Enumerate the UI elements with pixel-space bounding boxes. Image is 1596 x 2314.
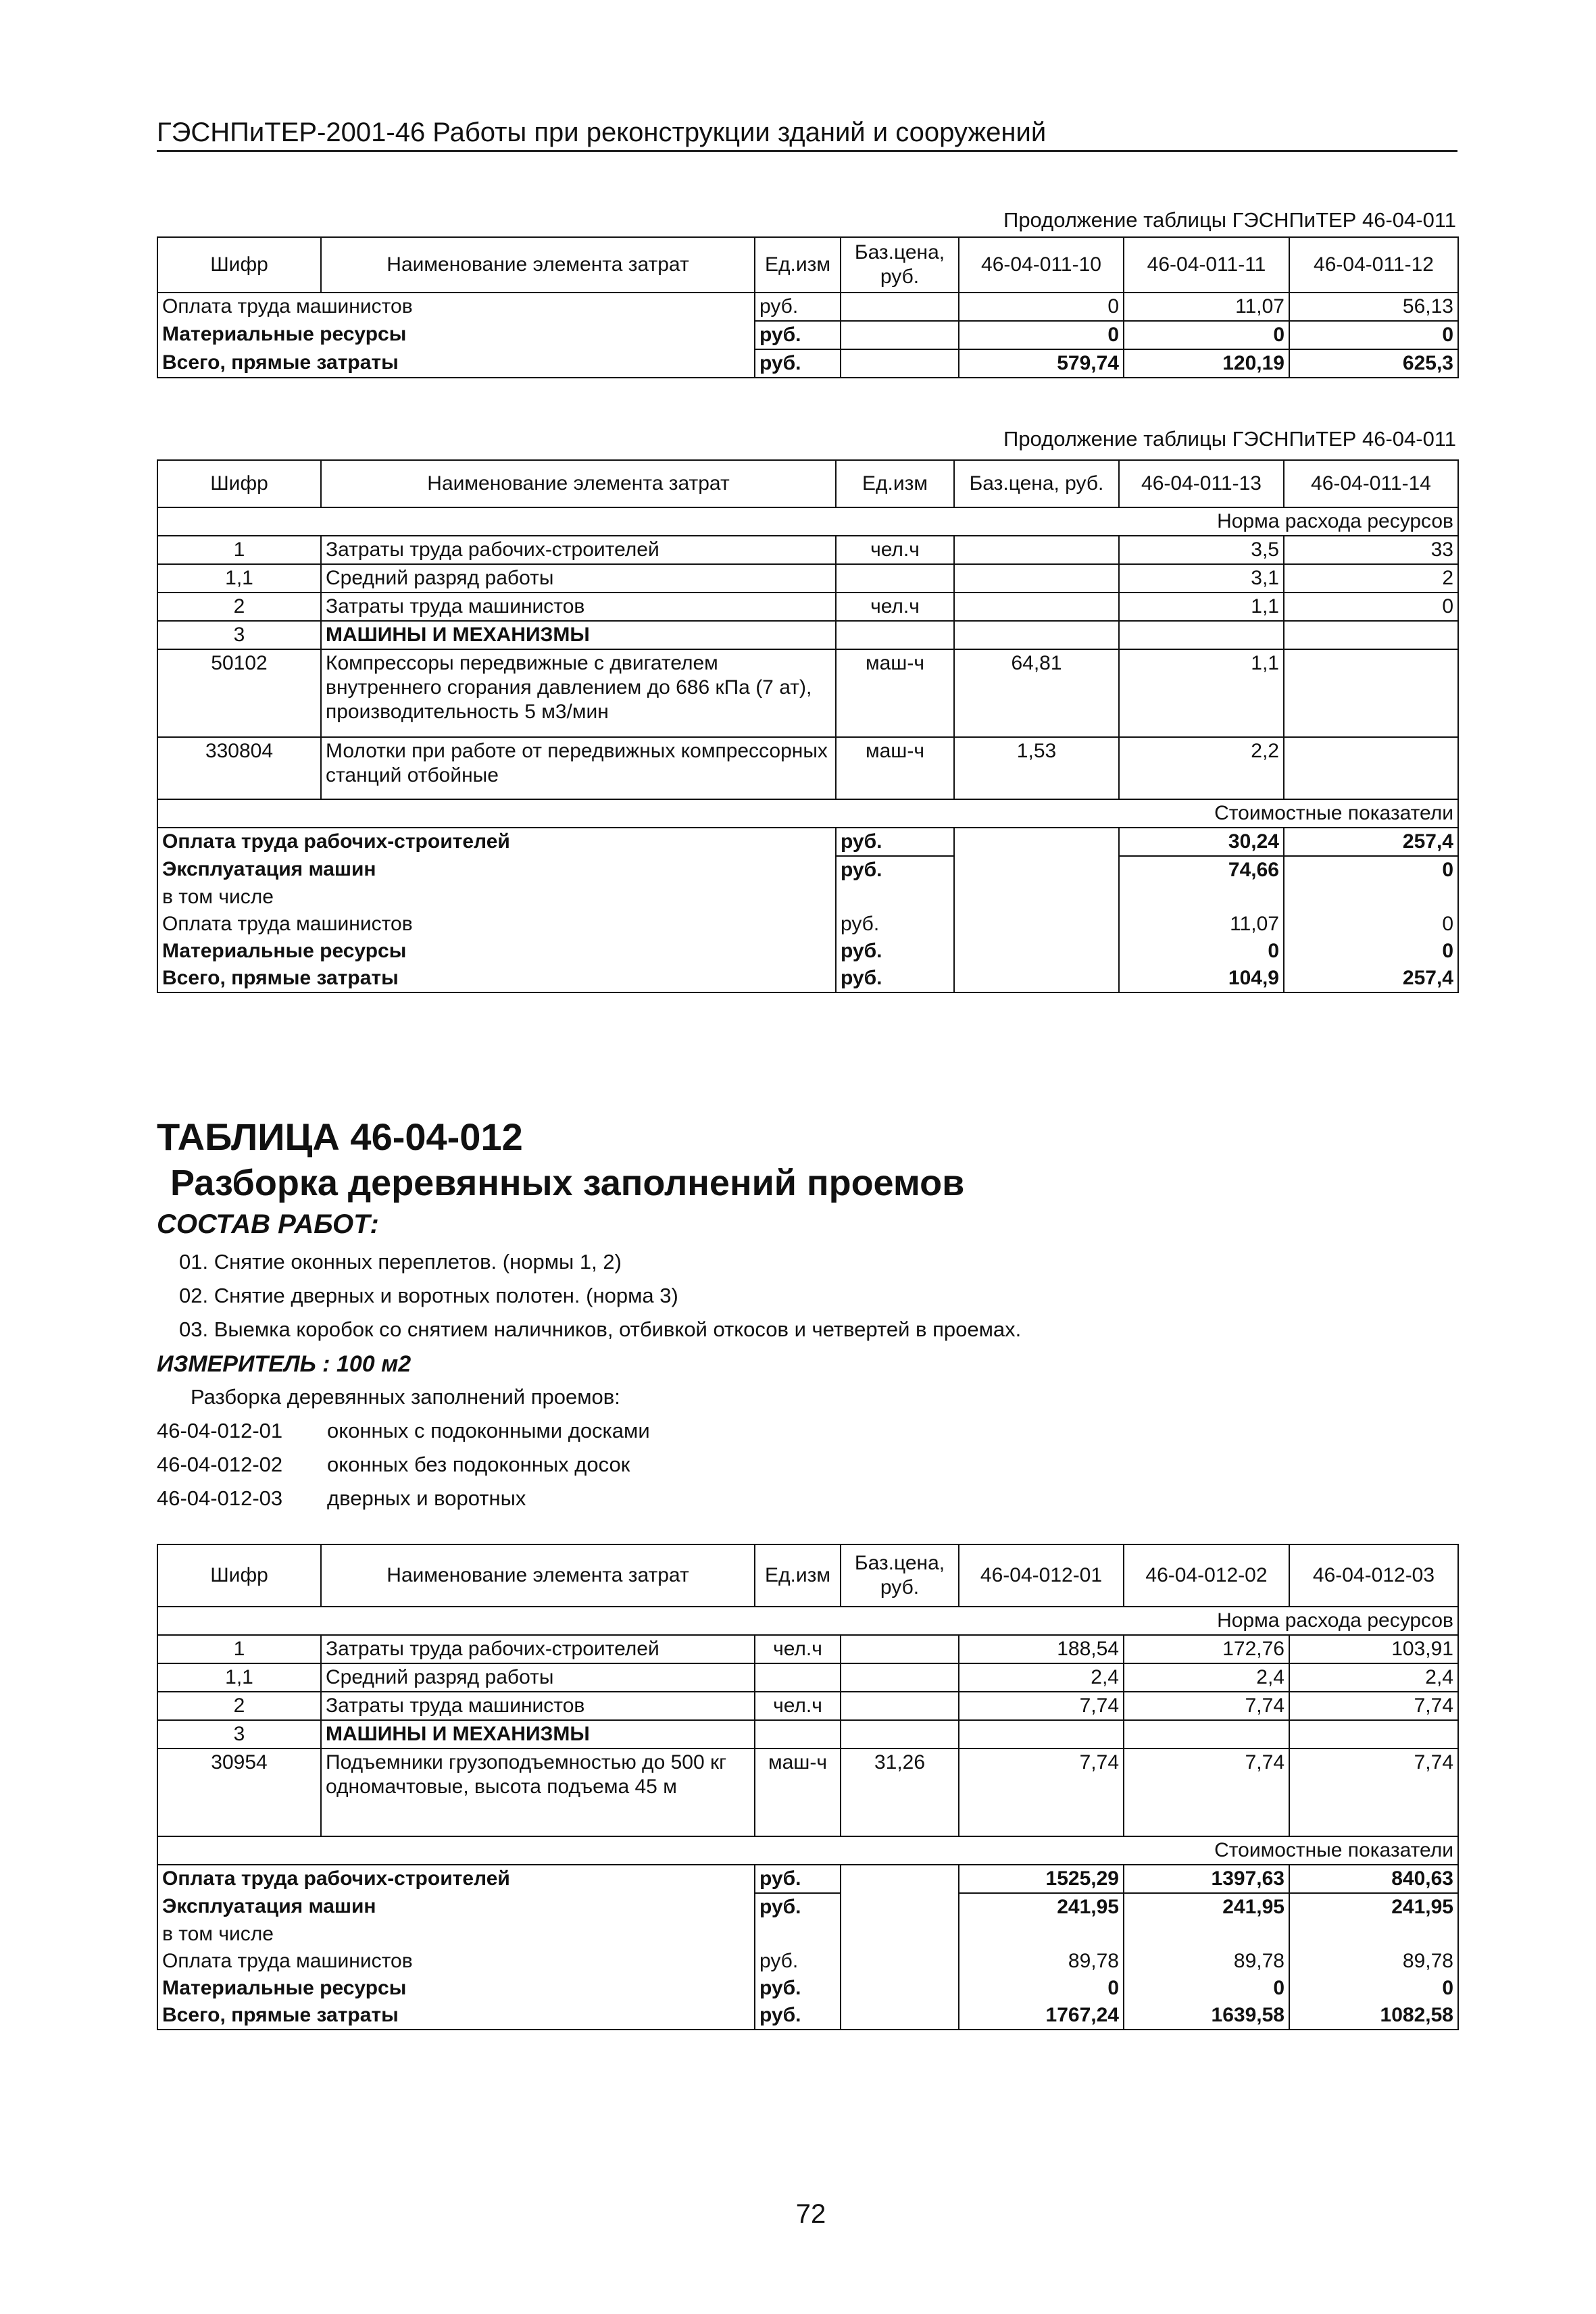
row-value: 0 — [1284, 911, 1458, 938]
row-code: 1,1 — [157, 564, 321, 593]
table3-norm-label: Норма расхода ресурсов — [157, 1607, 1458, 1635]
row-unit: маш-ч — [755, 1749, 841, 1836]
row-value: 0 — [959, 293, 1124, 321]
list-item — [157, 1453, 630, 1477]
row-unit: руб. — [755, 349, 841, 378]
row-price — [841, 1692, 959, 1720]
item-text: оконных с подоконными досками — [327, 1419, 650, 1442]
table-row — [157, 564, 1458, 593]
row-value: 30,24 — [1119, 828, 1284, 856]
row-value: 1082,58 — [1289, 2002, 1458, 2030]
table3-header-col-03: 46-04-012-03 — [1289, 1544, 1458, 1607]
row-unit — [755, 1921, 841, 1948]
row-value: 11,07 — [1119, 911, 1284, 938]
row-name: Всего, прямые затраты — [157, 2002, 755, 2030]
row-value: 89,78 — [1124, 1948, 1289, 1975]
work-item: 02. Снятие дверных и воротных полотен. (норма 3) — [179, 1284, 678, 1307]
row-value: 257,4 — [1284, 965, 1458, 992]
table-row — [157, 1635, 1458, 1663]
running-header: ГЭСНПиТЕР-2001-46 Работы при реконструкции зданий и сооружений — [157, 116, 1457, 152]
item-text: дверных и воротных — [327, 1486, 526, 1510]
row-unit: маш-ч — [836, 737, 954, 799]
table-row — [157, 856, 1458, 884]
work-item: 01. Снятие оконных переплетов. (нормы 1, 2) — [179, 1250, 622, 1274]
row-value: 33 — [1284, 536, 1458, 564]
row-value: 1767,24 — [959, 2002, 1124, 2030]
row-name: Материальные ресурсы — [157, 321, 755, 349]
row-value — [959, 1720, 1124, 1749]
row-value: 241,95 — [1289, 1893, 1458, 1921]
row-unit: чел.ч — [836, 593, 954, 621]
row-code: 3 — [157, 1720, 321, 1749]
row-price — [954, 593, 1119, 621]
table-row — [157, 321, 1458, 349]
row-name: Затраты труда машинистов — [321, 593, 836, 621]
row-unit: руб. — [755, 2002, 841, 2030]
row-unit: руб. — [836, 828, 954, 856]
row-value: 1,1 — [1119, 649, 1284, 737]
table1 — [157, 236, 1459, 378]
table-row — [157, 621, 1458, 649]
row-name: Оплата труда рабочих-строителей — [157, 1865, 755, 1893]
row-price: 1,53 — [954, 737, 1119, 799]
row-name: Оплата труда машинистов — [157, 1948, 755, 1975]
table-row — [157, 911, 1458, 938]
row-value: 188,54 — [959, 1635, 1124, 1663]
table2-header-unit: Ед.изм — [836, 460, 954, 507]
row-unit: руб. — [755, 1865, 841, 1893]
row-value: 625,3 — [1289, 349, 1458, 378]
table3-header-col-02: 46-04-012-02 — [1124, 1544, 1289, 1607]
table-row — [157, 1975, 1458, 2002]
table-row — [157, 1749, 1458, 1836]
row-code: 1 — [157, 536, 321, 564]
table1-header-price: Баз.цена, руб. — [841, 237, 959, 293]
table-row — [157, 965, 1458, 992]
row-value: 257,4 — [1284, 828, 1458, 856]
row-value: 89,78 — [1289, 1948, 1458, 1975]
table3-header-code: Шифр — [157, 1544, 321, 1607]
section-subtitle: Разборка деревянных заполнений проемов — [170, 1163, 965, 1203]
table3 — [157, 1544, 1459, 2030]
row-name: Подъемники грузоподъемностью до 500 кг одномачтовые, высота подъема 45 м — [321, 1749, 755, 1836]
row-unit: чел.ч — [755, 1635, 841, 1663]
table1-header-unit: Ед.изм — [755, 237, 841, 293]
table2-continuation-label: Продолжение таблицы ГЭСНПиТЕР 46-04-011 — [1003, 427, 1456, 451]
table-row — [157, 1692, 1458, 1720]
table2-header-name: Наименование элемента затрат — [321, 460, 836, 507]
table3-header-name: Наименование элемента затрат — [321, 1544, 755, 1607]
row-name: Оплата труда машинистов — [157, 293, 755, 321]
row-unit: руб. — [755, 1948, 841, 1975]
row-value: 0 — [1124, 1975, 1289, 2002]
row-value: 2,4 — [1124, 1663, 1289, 1692]
row-unit: чел.ч — [755, 1692, 841, 1720]
row-name: Затраты труда рабочих-строителей — [321, 536, 836, 564]
row-value: 11,07 — [1124, 293, 1289, 321]
row-value: 89,78 — [959, 1948, 1124, 1975]
row-value — [1119, 884, 1284, 911]
item-text: оконных без подоконных досок — [327, 1453, 630, 1476]
row-price — [841, 1720, 959, 1749]
row-name: Затраты труда машинистов — [321, 1692, 755, 1720]
row-value: 7,74 — [1124, 1692, 1289, 1720]
row-name: Всего, прямые затраты — [157, 349, 755, 378]
row-unit — [836, 884, 954, 911]
row-name: Эксплуатация машин — [157, 856, 836, 884]
table3-header-unit: Ед.изм — [755, 1544, 841, 1607]
row-price: 64,81 — [954, 649, 1119, 737]
row-value: 103,91 — [1289, 1635, 1458, 1663]
table-row — [157, 1720, 1458, 1749]
section-title: ТАБЛИЦА 46-04-012 — [157, 1115, 523, 1158]
row-code: 3 — [157, 621, 321, 649]
table2-header-code: Шифр — [157, 460, 321, 507]
work-item: 03. Выемка коробок со снятием наличников, отбивкой откосов и четвертей в проемах. — [179, 1317, 1022, 1341]
row-value: 579,74 — [959, 349, 1124, 378]
row-value: 2,2 — [1119, 737, 1284, 799]
row-unit: маш-ч — [836, 649, 954, 737]
table-row — [157, 884, 1458, 911]
table1-continuation-label: Продолжение таблицы ГЭСНПиТЕР 46-04-011 — [1003, 208, 1456, 232]
row-value: 56,13 — [1289, 293, 1458, 321]
row-unit: руб. — [755, 1893, 841, 1921]
row-value: 0 — [1124, 321, 1289, 349]
table1-header-code: Шифр — [157, 237, 321, 293]
table-row — [157, 593, 1458, 621]
row-value: 0 — [1284, 856, 1458, 884]
row-value: 840,63 — [1289, 1865, 1458, 1893]
row-code: 1 — [157, 1635, 321, 1663]
row-price — [954, 621, 1119, 649]
row-code: 50102 — [157, 649, 321, 737]
row-code: 1,1 — [157, 1663, 321, 1692]
row-unit: руб. — [836, 911, 954, 938]
row-value — [1124, 1921, 1289, 1948]
row-name: Средний разряд работы — [321, 564, 836, 593]
table-row — [157, 828, 1458, 856]
table2 — [157, 459, 1459, 993]
list-item — [157, 1486, 526, 1511]
table-row — [157, 1865, 1458, 1893]
table2-norm-label: Норма расхода ресурсов — [157, 507, 1458, 536]
row-name: Эксплуатация машин — [157, 1893, 755, 1921]
table2-cost-label: Стоимостные показатели — [157, 799, 1458, 828]
table2-header-col-13: 46-04-011-13 — [1119, 460, 1284, 507]
row-value: 1525,29 — [959, 1865, 1124, 1893]
row-name: Молотки при работе от передвижных компрессорных станций отбойные — [321, 737, 836, 799]
row-unit: руб. — [836, 856, 954, 884]
item-code: 46-04-012-01 — [157, 1419, 283, 1442]
row-unit: руб. — [755, 1975, 841, 2002]
row-value — [1289, 1720, 1458, 1749]
measure-unit: ИЗМЕРИТЕЛЬ : 100 м2 — [157, 1351, 412, 1377]
row-name: Оплата труда рабочих-строителей — [157, 828, 836, 856]
row-value: 0 — [1119, 938, 1284, 965]
row-name: Оплата труда машинистов — [157, 911, 836, 938]
row-value: 2,4 — [959, 1663, 1124, 1692]
row-value: 3,5 — [1119, 536, 1284, 564]
row-unit — [836, 621, 954, 649]
row-value: 1,1 — [1119, 593, 1284, 621]
row-value: 0 — [1284, 593, 1458, 621]
row-value: 7,74 — [1289, 1749, 1458, 1836]
table1-header-col-10: 46-04-011-10 — [959, 237, 1124, 293]
row-code: 2 — [157, 1692, 321, 1720]
row-name: Компрессоры передвижные с двигателем внутреннего сгорания давлением до 686 кПа (7 ат), производительность 5 м3/мин — [321, 649, 836, 737]
row-value: 7,74 — [1124, 1749, 1289, 1836]
row-value — [1284, 884, 1458, 911]
row-unit: руб. — [755, 293, 841, 321]
row-value: 241,95 — [1124, 1893, 1289, 1921]
row-name: Всего, прямые затраты — [157, 965, 836, 992]
row-price — [841, 293, 959, 321]
row-name: Затраты труда рабочих-строителей — [321, 1635, 755, 1663]
row-name: в том числе — [157, 1921, 755, 1948]
table-row — [157, 293, 1458, 321]
row-value: 3,1 — [1119, 564, 1284, 593]
table-row — [157, 649, 1458, 737]
table3-cost-label: Стоимостные показатели — [157, 1836, 1458, 1865]
row-value — [1284, 649, 1458, 737]
row-value — [1284, 621, 1458, 649]
row-price — [841, 1663, 959, 1692]
row-code: 30954 — [157, 1749, 321, 1836]
table1-header-col-12: 46-04-011-12 — [1289, 237, 1458, 293]
row-value: 2,4 — [1289, 1663, 1458, 1692]
works-heading: СОСТАВ РАБОТ: — [157, 1209, 379, 1239]
row-value: 241,95 — [959, 1893, 1124, 1921]
row-name: МАШИНЫ И МЕХАНИЗМЫ — [321, 621, 836, 649]
row-name: Материальные ресурсы — [157, 1975, 755, 2002]
row-name: Материальные ресурсы — [157, 938, 836, 965]
item-code: 46-04-012-02 — [157, 1453, 283, 1476]
row-unit — [755, 1663, 841, 1692]
row-price — [841, 349, 959, 378]
row-value: 7,74 — [959, 1692, 1124, 1720]
row-price — [954, 536, 1119, 564]
row-value: 172,76 — [1124, 1635, 1289, 1663]
row-value: 0 — [1284, 938, 1458, 965]
table-row — [157, 1893, 1458, 1921]
row-value — [1284, 737, 1458, 799]
row-value: 7,74 — [959, 1749, 1124, 1836]
row-value: 0 — [1289, 1975, 1458, 2002]
row-value: 104,9 — [1119, 965, 1284, 992]
row-value: 2 — [1284, 564, 1458, 593]
table3-header-col-01: 46-04-012-01 — [959, 1544, 1124, 1607]
table-row — [157, 1948, 1458, 1975]
section-intro: Разборка деревянных заполнений проемов: — [191, 1385, 620, 1409]
row-code: 330804 — [157, 737, 321, 799]
table-row — [157, 938, 1458, 965]
row-unit — [836, 564, 954, 593]
row-value — [959, 1921, 1124, 1948]
row-unit: руб. — [836, 938, 954, 965]
row-value — [1119, 621, 1284, 649]
row-unit — [755, 1720, 841, 1749]
row-price — [841, 321, 959, 349]
row-unit: чел.ч — [836, 536, 954, 564]
row-code: 2 — [157, 593, 321, 621]
row-value: 0 — [959, 1975, 1124, 2002]
table1-header-name: Наименование элемента затрат — [321, 237, 755, 293]
row-price — [841, 1635, 959, 1663]
row-value: 0 — [1289, 321, 1458, 349]
row-name: в том числе — [157, 884, 836, 911]
row-value: 7,74 — [1289, 1692, 1458, 1720]
row-value: 1639,58 — [1124, 2002, 1289, 2030]
table3-header-price: Баз.цена, руб. — [841, 1544, 959, 1607]
table-row — [157, 349, 1458, 378]
table1-header-col-11: 46-04-011-11 — [1124, 237, 1289, 293]
row-unit: руб. — [836, 965, 954, 992]
table2-header-price: Баз.цена, руб. — [954, 460, 1119, 507]
item-code: 46-04-012-03 — [157, 1486, 283, 1510]
table-row — [157, 2002, 1458, 2030]
row-value — [1289, 1921, 1458, 1948]
row-price — [954, 564, 1119, 593]
row-value: 1397,63 — [1124, 1865, 1289, 1893]
table2-header-col-14: 46-04-011-14 — [1284, 460, 1458, 507]
row-name: Средний разряд работы — [321, 1663, 755, 1692]
row-value: 120,19 — [1124, 349, 1289, 378]
table-row — [157, 1921, 1458, 1948]
table-row — [157, 1663, 1458, 1692]
row-unit: руб. — [755, 321, 841, 349]
row-name: МАШИНЫ И МЕХАНИЗМЫ — [321, 1720, 755, 1749]
table-row — [157, 536, 1458, 564]
row-value — [1124, 1720, 1289, 1749]
page-number: 72 — [795, 2199, 826, 2229]
list-item — [157, 1419, 650, 1443]
table-row — [157, 737, 1458, 799]
row-value: 74,66 — [1119, 856, 1284, 884]
row-value: 0 — [959, 321, 1124, 349]
row-price: 31,26 — [841, 1749, 959, 1836]
